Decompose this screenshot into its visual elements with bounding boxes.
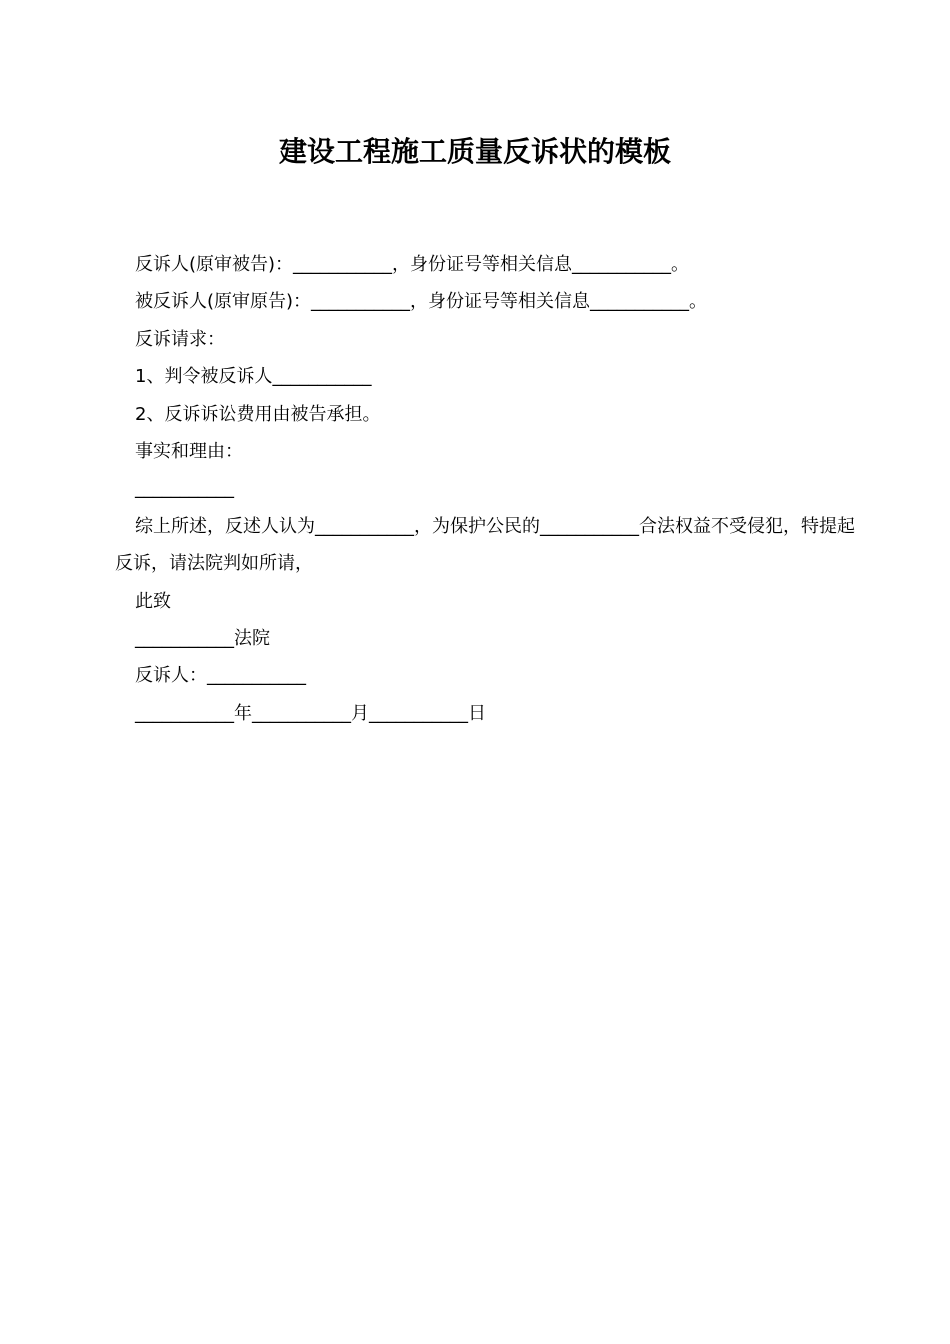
claim-item-1: 1、判令被反诉人___________ bbox=[135, 366, 372, 388]
document-title: 建设工程施工质量反诉状的模板 bbox=[278, 135, 671, 168]
conclusion-paragraph: 综上所述，反述人认为___________，为保护公民的___________合法权益不受侵犯，特提起反诉，请法院判如所请， bbox=[115, 515, 855, 575]
document-body bbox=[115, 246, 855, 732]
date-line: ___________年___________月___________日 bbox=[135, 702, 486, 724]
court-line: ___________法院 bbox=[135, 627, 270, 649]
counterclaimant-line: 反诉人(原审被告)：___________，身份证号等相关信息___________。 bbox=[135, 254, 690, 275]
claim-item-2: 2、反诉诉讼费用由被告承担。 bbox=[135, 403, 381, 425]
salutation-line: 此致 bbox=[135, 590, 171, 612]
respondent-line: 被反诉人(原审原告)：___________，身份证号等相关信息___________。 bbox=[135, 291, 708, 313]
signature-line: 反诉人：___________ bbox=[135, 665, 306, 687]
facts-blank: ___________ bbox=[135, 478, 234, 500]
facts-heading: 事实和理由： bbox=[135, 440, 243, 462]
claims-heading: 反诉请求： bbox=[135, 328, 225, 350]
